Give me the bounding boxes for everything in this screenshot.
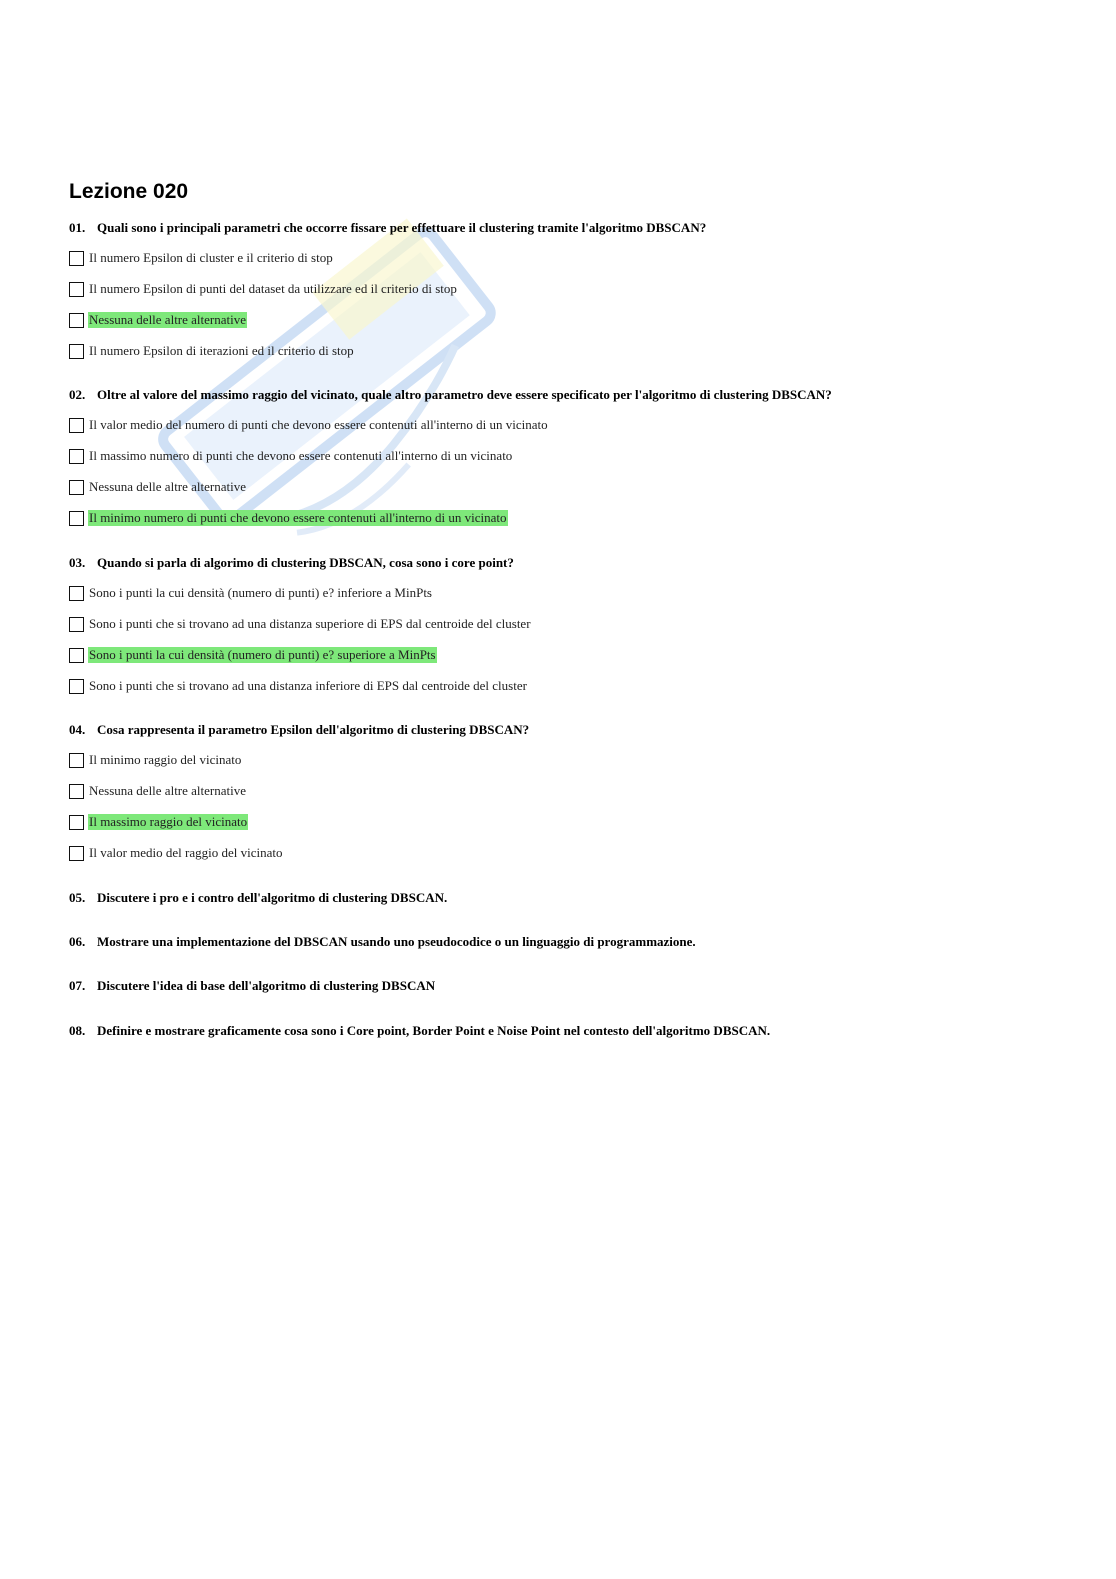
answer-option[interactable] bbox=[69, 813, 248, 831]
answer-label: Nessuna delle altre alternative bbox=[89, 783, 247, 798]
question-number: 05. bbox=[69, 890, 86, 905]
question-text: Quando si parla di algorimo di clustering DBSCAN, cosa sono i core point? bbox=[97, 555, 514, 570]
checkbox[interactable] bbox=[69, 511, 84, 526]
checkbox[interactable] bbox=[69, 480, 84, 495]
answer-label: Sono i punti che si trovano ad una distanza inferiore di EPS dal centroide del cluster bbox=[89, 678, 527, 693]
answer-option[interactable] bbox=[69, 844, 284, 862]
question-text: Definire e mostrare graficamente cosa sono i Core point, Border Point e Noise Point nel contesto dell'algoritmo DBSCAN. bbox=[97, 1023, 771, 1038]
question-6 bbox=[69, 934, 696, 950]
question-8 bbox=[69, 1023, 770, 1039]
answer-label: Il numero Epsilon di iterazioni ed il criterio di stop bbox=[89, 343, 354, 358]
answer-option[interactable] bbox=[69, 416, 549, 434]
checkbox[interactable] bbox=[69, 815, 84, 830]
answer-option[interactable] bbox=[69, 509, 508, 527]
answer-option[interactable] bbox=[69, 584, 433, 602]
question-number: 01. bbox=[69, 220, 86, 235]
correct-answer-label: Nessuna delle altre alternative bbox=[89, 312, 247, 327]
correct-answer-label: Il massimo raggio del vicinato bbox=[89, 814, 248, 829]
question-2 bbox=[69, 387, 832, 403]
checkbox[interactable] bbox=[69, 753, 84, 768]
answer-option[interactable] bbox=[69, 447, 513, 465]
checkbox[interactable] bbox=[69, 282, 84, 297]
checkbox[interactable] bbox=[69, 418, 84, 433]
answer-label: Nessuna delle altre alternative bbox=[89, 479, 247, 494]
answer-label: Sono i punti la cui densità (numero di punti) e? inferiore a MinPts bbox=[89, 585, 432, 600]
question-4 bbox=[69, 722, 529, 738]
correct-answer-label: Il minimo numero di punti che devono essere contenuti all'interno di un vicinato bbox=[89, 510, 507, 525]
answer-label: Sono i punti che si trovano ad una distanza superiore di EPS dal centroide del cluster bbox=[89, 616, 531, 631]
answer-label: Il numero Epsilon di cluster e il criterio di stop bbox=[89, 250, 333, 265]
answer-option[interactable] bbox=[69, 249, 334, 267]
checkbox[interactable] bbox=[69, 586, 84, 601]
answer-option[interactable] bbox=[69, 646, 437, 664]
question-number: 03. bbox=[69, 555, 86, 570]
answer-option[interactable] bbox=[69, 342, 355, 360]
question-text: Discutere i pro e i contro dell'algoritmo di clustering DBSCAN. bbox=[97, 890, 448, 905]
question-number: 07. bbox=[69, 978, 86, 993]
question-1 bbox=[69, 220, 706, 236]
checkbox[interactable] bbox=[69, 784, 84, 799]
correct-answer-label: Sono i punti la cui densità (numero di punti) e? superiore a MinPts bbox=[89, 647, 436, 662]
answer-option[interactable] bbox=[69, 751, 242, 769]
answer-label: Il massimo numero di punti che devono essere contenuti all'interno di un vicinato bbox=[89, 448, 513, 463]
checkbox[interactable] bbox=[69, 313, 84, 328]
question-number: 08. bbox=[69, 1023, 86, 1038]
checkbox[interactable] bbox=[69, 648, 84, 663]
answer-option[interactable] bbox=[69, 311, 247, 329]
question-5 bbox=[69, 890, 447, 906]
checkbox[interactable] bbox=[69, 344, 84, 359]
question-text: Oltre al valore del massimo raggio del vicinato, quale altro parametro deve essere specificato per l'algoritmo di clustering DBSCAN? bbox=[97, 387, 832, 402]
question-text: Discutere l'idea di base dell'algoritmo di clustering DBSCAN bbox=[97, 978, 436, 993]
checkbox[interactable] bbox=[69, 846, 84, 861]
question-number: 04. bbox=[69, 722, 86, 737]
answer-label: Il valor medio del numero di punti che devono essere contenuti all'interno di un vicinato bbox=[89, 417, 548, 432]
checkbox[interactable] bbox=[69, 617, 84, 632]
checkbox[interactable] bbox=[69, 679, 84, 694]
answer-option[interactable] bbox=[69, 677, 528, 695]
question-text: Cosa rappresenta il parametro Epsilon dell'algoritmo di clustering DBSCAN? bbox=[97, 722, 530, 737]
question-number: 06. bbox=[69, 934, 86, 949]
watermark-logo bbox=[120, 150, 540, 610]
answer-label: Il valor medio del raggio del vicinato bbox=[89, 845, 283, 860]
answer-label: Il minimo raggio del vicinato bbox=[89, 752, 242, 767]
answer-option[interactable] bbox=[69, 478, 247, 496]
checkbox[interactable] bbox=[69, 449, 84, 464]
page-title: Lezione 020 bbox=[69, 180, 189, 203]
answer-option[interactable] bbox=[69, 280, 458, 298]
question-number: 02. bbox=[69, 387, 86, 402]
checkbox[interactable] bbox=[69, 251, 84, 266]
question-text: Mostrare una implementazione del DBSCAN usando uno pseudocodice o un linguaggio di programmazione. bbox=[97, 934, 696, 949]
answer-option[interactable] bbox=[69, 615, 532, 633]
answer-label: Il numero Epsilon di punti del dataset da utilizzare ed il criterio di stop bbox=[89, 281, 457, 296]
answer-option[interactable] bbox=[69, 782, 247, 800]
question-text: Quali sono i principali parametri che occorre fissare per effettuare il clustering tramite l'algoritmo DBSCAN? bbox=[97, 220, 707, 235]
question-7 bbox=[69, 978, 435, 994]
question-3 bbox=[69, 555, 514, 571]
